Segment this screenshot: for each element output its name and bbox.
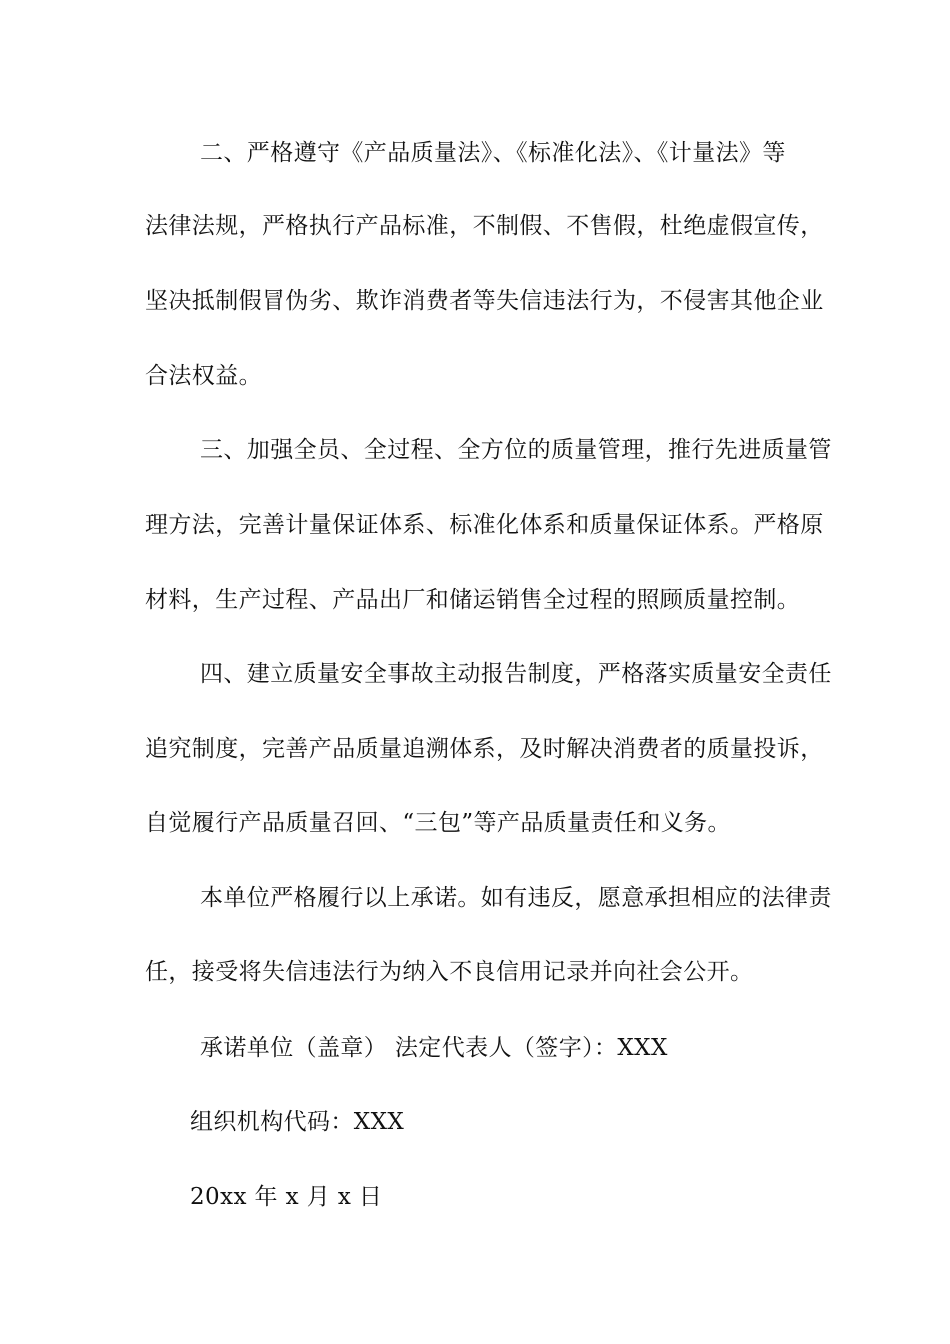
clause-2-line-2: 法律法规，严格执行产品标准，不制假、不售假，杜绝虚假宣传， (145, 213, 824, 239)
org-code-line: 组织机构代码：XXX (190, 1109, 405, 1135)
signature-unit-line: 承诺单位（盖章） 法定代表人（签字）：XXX (200, 1035, 668, 1061)
pledge-line-2: 任，接受将失信违法行为纳入不良信用记录并向社会公开。 (145, 959, 754, 985)
clause-2-line-3: 坚决抵制假冒伪劣、欺诈消费者等失信违法行为，不侵害其他企业 (145, 288, 824, 314)
clause-3-line-2: 理方法，完善计量保证体系、标准化体系和质量保证体系。严格原 (145, 512, 824, 538)
clause-4-line-2: 追究制度，完善产品质量追溯体系，及时解决消费者的质量投诉， (145, 736, 824, 762)
clause-3-line-3: 材料，生产过程、产品出厂和储运销售全过程的照顾质量控制。 (145, 587, 801, 613)
clause-4-line-3: 自觉履行产品质量召回、“三包”等产品质量责任和义务。 (145, 810, 731, 836)
clause-2-line-4: 合法权益。 (145, 363, 262, 389)
date-line: 20xx 年 x 月 x 日 (190, 1184, 383, 1210)
clause-2-line-1: 二、严格遵守《产品质量法》、《标准化法》、《计量法》等 (200, 140, 786, 166)
clause-4-line-1: 四、建立质量安全事故主动报告制度，严格落实质量安全责任 (200, 661, 832, 687)
pledge-line-1: 本单位严格履行以上承诺。如有违反，愿意承担相应的法律责 (200, 885, 832, 911)
clause-3-line-1: 三、加强全员、全过程、全方位的质量管理，推行先进质量管 (200, 437, 832, 463)
